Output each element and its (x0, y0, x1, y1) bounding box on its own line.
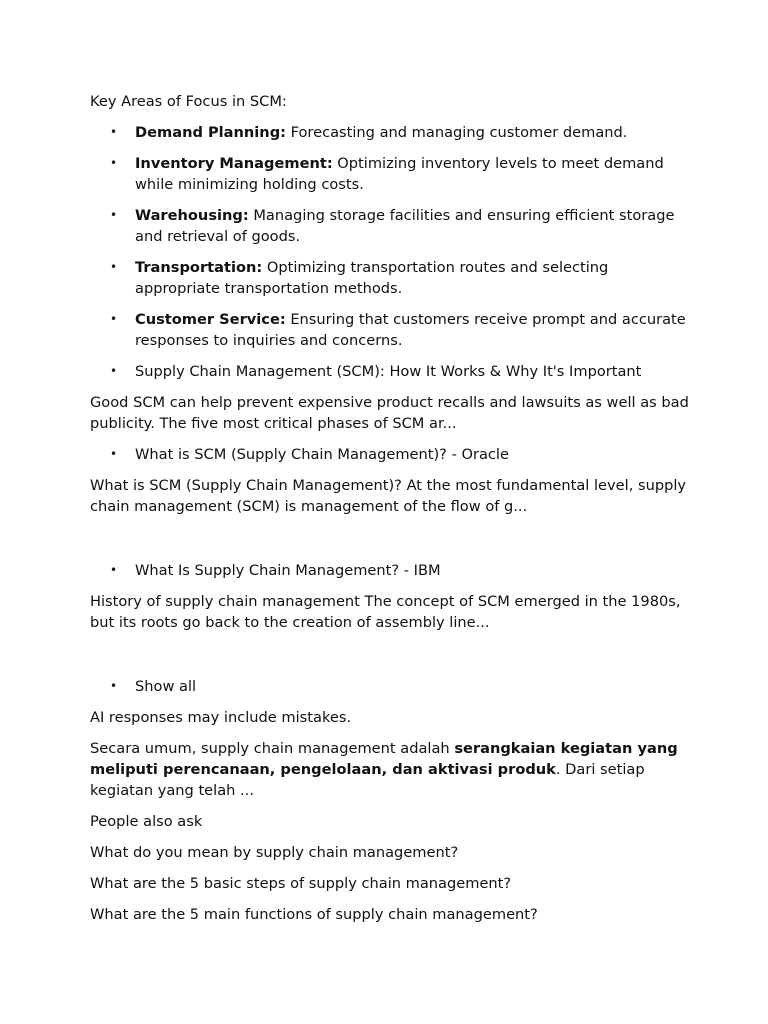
show-all-list (90, 676, 690, 697)
show-all-item[interactable] (90, 676, 690, 697)
summary-after: . Dari setiap kegiatan yang telah ... (90, 761, 645, 799)
item-term: Inventory Management: (135, 155, 333, 172)
summary-before: Secara umum, supply chain management adalah (90, 740, 455, 757)
summary-paragraph (90, 738, 690, 801)
item-text: Managing storage facilities and ensuring efficient storage and retrieval of goods. (135, 207, 675, 245)
bullet-icon: • (110, 156, 118, 170)
list-item (90, 205, 690, 247)
item-term: Transportation: (135, 259, 263, 276)
bullet-icon: • (110, 563, 118, 577)
bullet-icon: • (110, 447, 118, 461)
intro-text: Key Areas of Focus in SCM: (90, 93, 287, 110)
item-term: Demand Planning: (135, 124, 286, 141)
list-item (90, 122, 690, 143)
source-snippet: History of supply chain management The concept of SCM emerged in the 1980s, but its roots go back to the creation of assembly line... (90, 593, 681, 631)
source-snippet: What is SCM (Supply Chain Management)? At the most fundamental level, supply chain management (SCM) is management of the flow of g... (90, 477, 687, 515)
people-also-ask-heading: People also ask (90, 813, 203, 830)
bullet-icon: • (110, 679, 118, 693)
bullet-icon: • (110, 208, 118, 222)
bullet-icon: • (110, 125, 118, 139)
source-title[interactable]: What is SCM (Supply Chain Management)? - Oracle (135, 446, 509, 463)
item-text: Optimizing inventory levels to meet demand while minimizing holding costs. (135, 155, 664, 193)
disclaimer-text: AI responses may include mistakes. (90, 709, 352, 726)
spacer (90, 527, 690, 560)
question-item[interactable]: What do you mean by supply chain management? (90, 844, 459, 861)
item-text: Ensuring that customers receive prompt and accurate responses to inquiries and concerns. (135, 311, 686, 349)
source-snippet: Good SCM can help prevent expensive product recalls and lawsuits as well as bad publicity. The five most critical phases of SCM ar... (90, 394, 689, 432)
source-list (90, 444, 690, 465)
spacer (90, 643, 690, 676)
source-link-item[interactable] (90, 444, 690, 465)
source-title[interactable]: Supply Chain Management (SCM): How It Works & Why It's Important (135, 363, 642, 380)
item-term: Warehousing: (135, 207, 249, 224)
bullet-icon: • (110, 312, 118, 326)
show-all-link[interactable]: Show all (135, 678, 197, 695)
bullet-icon: • (110, 364, 118, 378)
source-link-item[interactable] (90, 560, 690, 581)
question-item[interactable]: What are the 5 basic steps of supply chain management? (90, 875, 512, 892)
list-item (90, 257, 690, 299)
item-text: Optimizing transportation routes and selecting appropriate transportation methods. (135, 259, 609, 297)
question-item[interactable]: What are the 5 main functions of supply chain management? (90, 906, 538, 923)
item-term: Customer Service: (135, 311, 286, 328)
source-title[interactable]: What Is Supply Chain Management? - IBM (135, 562, 441, 579)
source-link-item[interactable] (90, 361, 690, 382)
item-text: Forecasting and managing customer demand. (285, 124, 628, 141)
document-page (90, 91, 690, 935)
list-item (90, 153, 690, 195)
bullet-icon: • (110, 260, 118, 274)
list-item (90, 309, 690, 351)
source-list (90, 560, 690, 581)
focus-list (90, 122, 690, 382)
summary-bold: serangkaian kegiatan yang meliputi perencanaan, pengelolaan, dan aktivasi produk (90, 740, 678, 778)
